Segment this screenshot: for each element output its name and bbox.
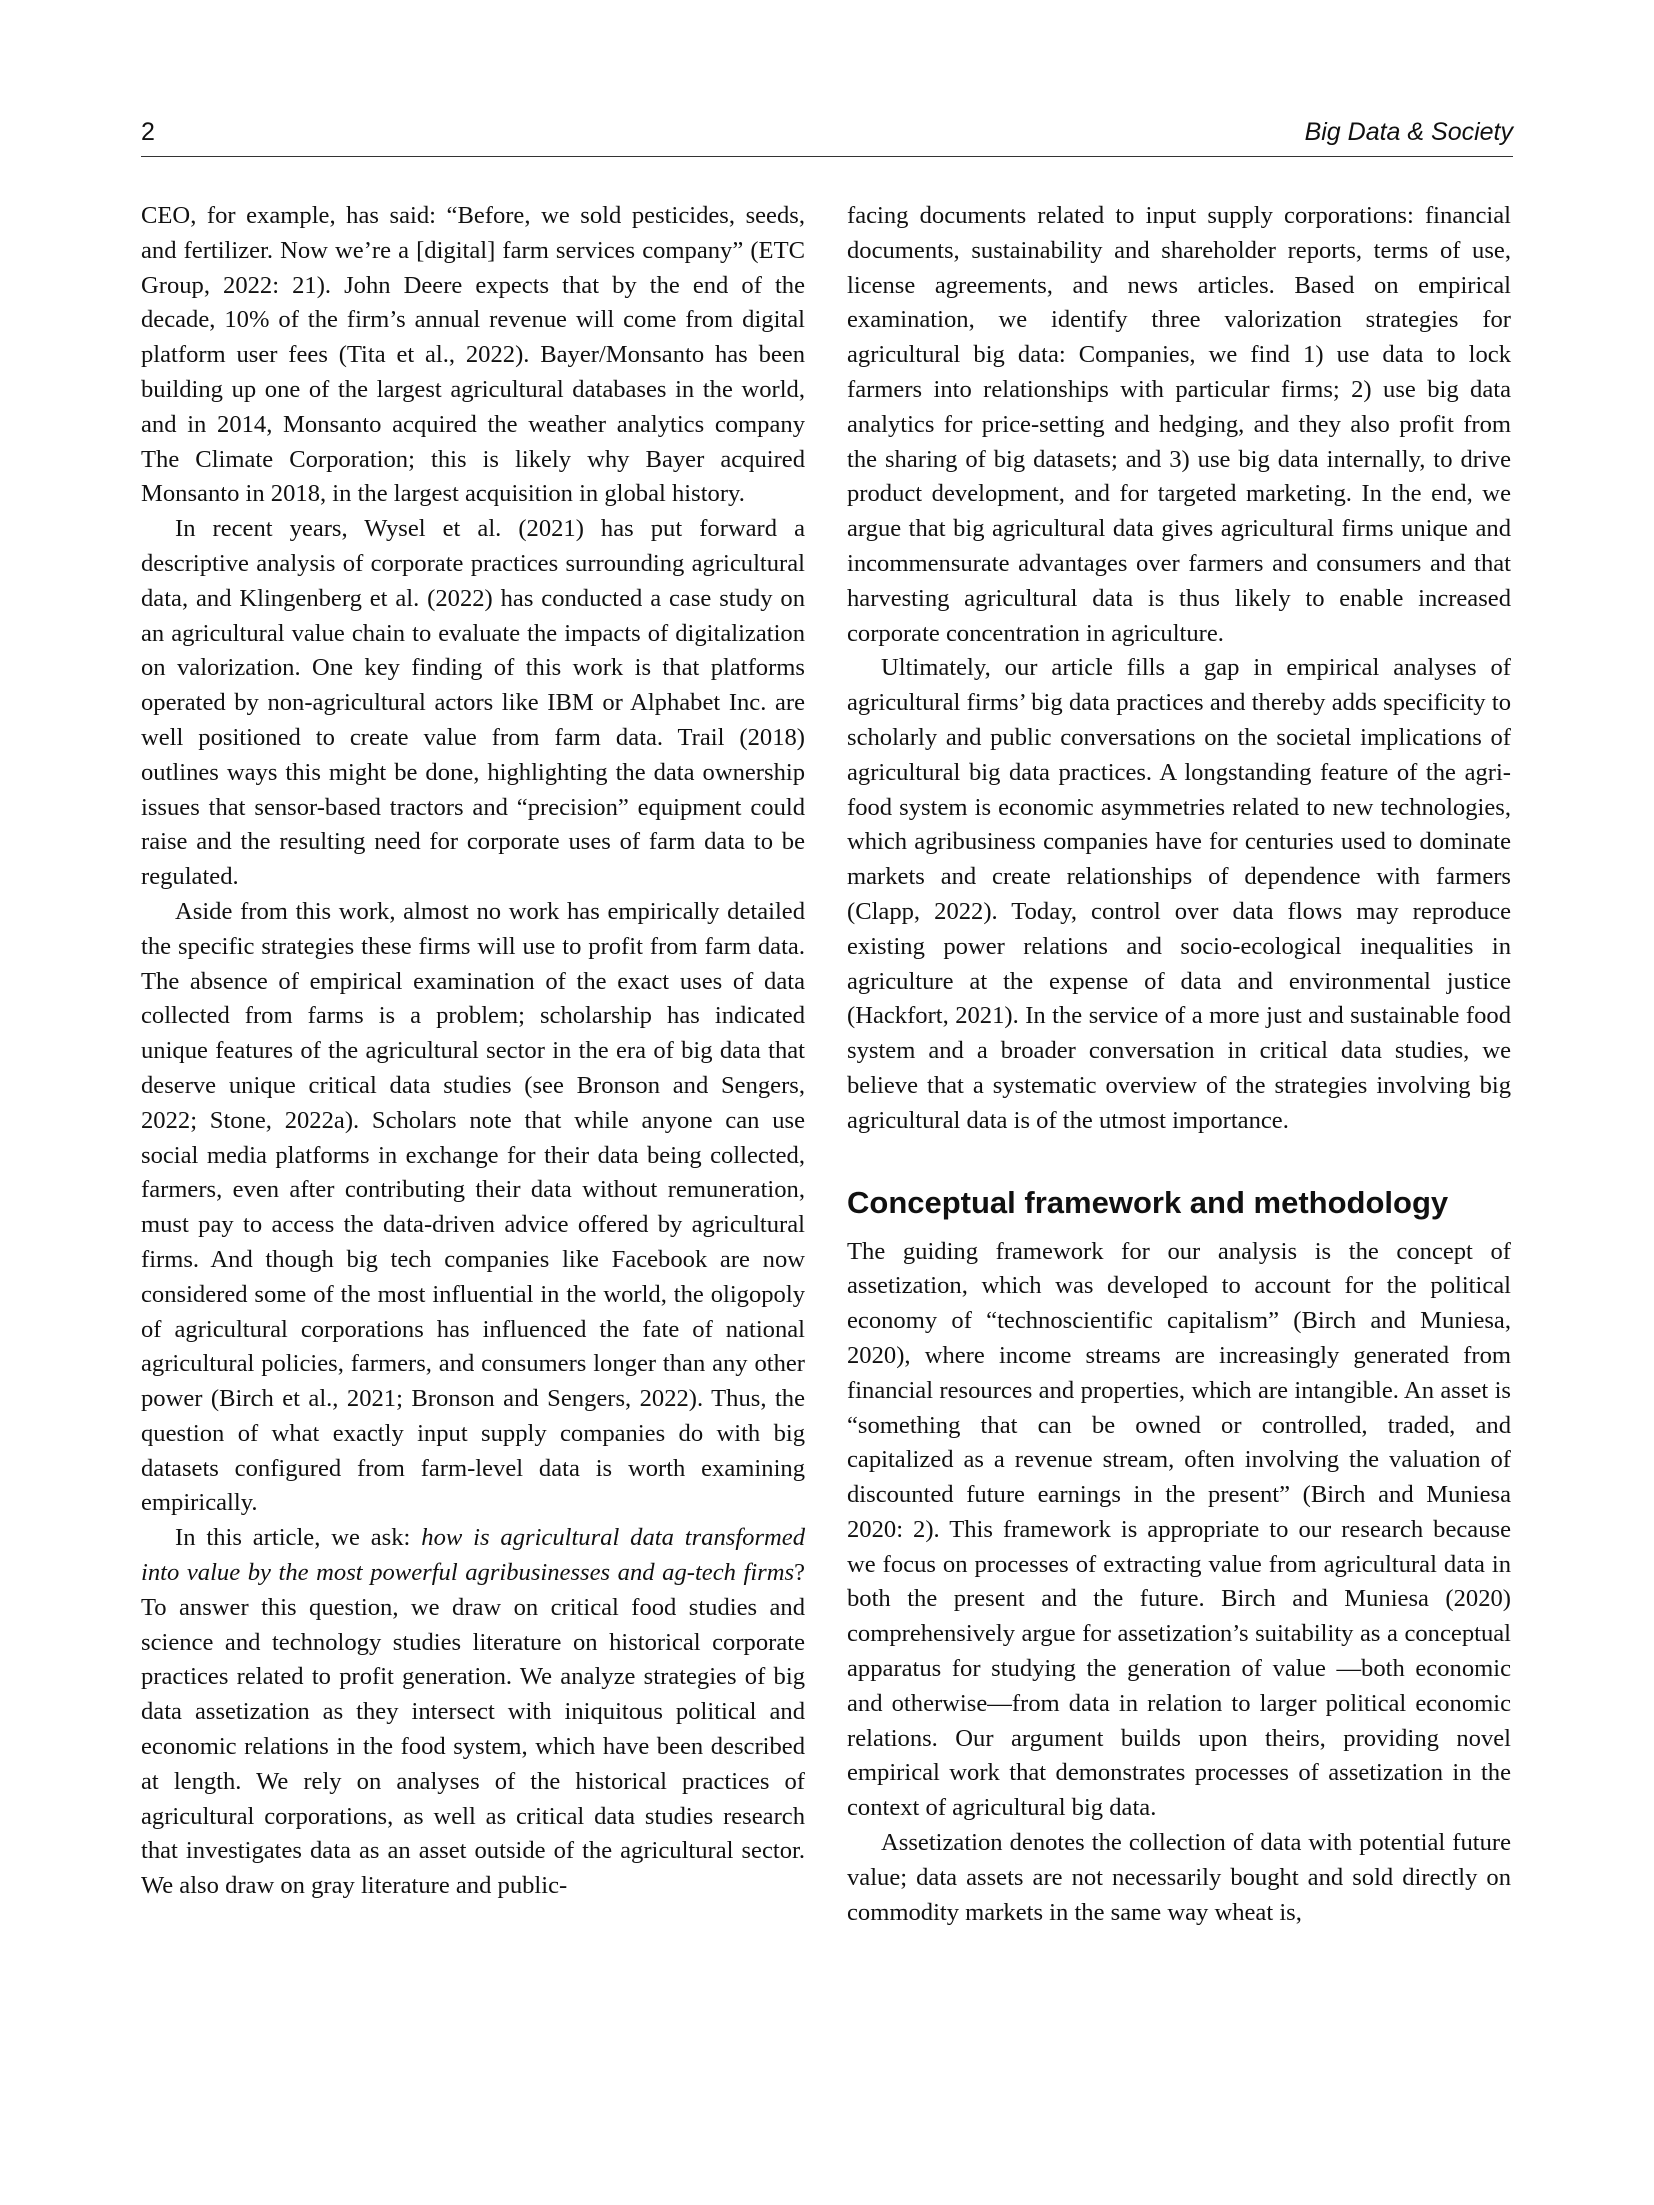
paragraph: CEO, for example, has said: “Before, we sold pesticides, seeds, and fertilizer. Now we’re a [digital] farm services company” (ETC Group, 2022: 21). John Deere expects that by the end of the decade, 10% of the firm’s annual revenue will come from digital platform user fees (Tita et al., 2022). Bayer/Monsanto has been building up one of the largest agricultural databases in the world, and in 2014, Monsanto acquired the weather analytics company The Climate Corporation; this is likely why Bayer acquired Monsanto in 2018, in the largest acquisition in global history.: [141, 202, 805, 508]
section-heading: Conceptual framework and methodology: [847, 1184, 1449, 1220]
paragraph-text: ? To answer this question, we draw on critical food studies and science and technology studies literature on historical corporate practices related to profit generation. We analyze strategies of big data assetization as they intersect with iniquitous political and economic relations in the food system, which have been described at length. We rely on analyses of the historical practices of agricultural corporations, as well as critical data studies research that investigates data as an asset outside of the agricultural sector. We also draw on gray literature and public-: [141, 1559, 805, 1900]
paragraph: In recent years, Wysel et al. (2021) has put forward a descriptive analysis of corporate practices surrounding agricultural data, and Klingenberg et al. (2022) has conducted a case study on an agricultural value chain to evaluate the impacts of digitalization on valorization. One key finding of this work is that platforms operated by non-agricultural actors like IBM or Alphabet Inc. are well positioned to create value from farm data. Trail (2018) outlines ways this might be done, highlighting the data ownership issues that sensor-based tractors and “precision” equipment could raise and the resulting need for corporate uses of farm data to be regulated.: [141, 515, 805, 891]
paragraph: [141, 1521, 805, 1904]
paragraph: Ultimately, our article fills a gap in empirical analyses of agricultural firms’ big data practices and thereby adds specificity to scholarly and public conversations on the societal implications of agricultural big data practices. A longstanding feature of the agri-food system is economic asymmetries related to new technologies, which agribusiness companies have for centuries used to dominate markets and create relationships of dependence with farmers (Clapp, 2022). Today, control over data flows may reproduce existing power relations and socio-ecological inequalities in agriculture at the expense of data and environmental justice (Hackfort, 2021). In the service of a more just and sustainable food system and a broader conversation in critical data studies, we believe that a systematic overview of the strategies involving big agricultural data is of the utmost importance.: [847, 654, 1511, 1134]
paragraph: The guiding framework for our analysis is the concept of assetization, which was developed to account for the political economy of “technoscientific capitalism” (Birch and Muniesa, 2020), where income streams are increasingly generated from financial resources and properties, which are intangible. An asset is “something that can be owned or controlled, traded, and capitalized as a revenue stream, often involving the valuation of discounted future earnings in the present” (Birch and Muniesa 2020: 2). This framework is appropriate to our research because we focus on processes of extracting value from agricultural data in both the present and the future. Birch and Muniesa (2020) comprehensively argue for assetization’s suitability as a conceptual apparatus for studying the generation of value —both economic and otherwise—from data in relation to larger political economic relations. Our argument builds upon theirs, providing novel empirical work that demonstrates processes of assetization in the context of agricultural big data.: [847, 1237, 1511, 1822]
left-column: [141, 199, 805, 1904]
research-question: how is agricultural data transformed into value by the most powerful agribusinesses and ag-tech firms: [141, 1524, 805, 1587]
page-number: 2: [141, 118, 155, 146]
paragraph: Aside from this work, almost no work has empirically detailed the specific strategies these firms will use to profit from farm data. The absence of empirical examination of the exact uses of data collected from farms is a problem; scholarship has indicated unique features of the agricultural sector in the era of big data that deserve unique critical data studies (see Bronson and Sengers, 2022; Stone, 2022a). Scholars note that while anyone can use social media platforms in exchange for their data being collected, farmers, even after contributing their data without remuneration, must pay to access the data-driven advice offered by agricultural firms. And though big tech companies like Facebook are now considered some of the most influential in the world, the oligopoly of agricultural corporations has influenced the fate of national agricultural policies, farmers, and consumers longer than any other power (Birch et al., 2021; Bronson and Sengers, 2022). Thus, the question of what exactly input supply companies do with big datasets configured from farm-level data is worth examining empirically.: [141, 897, 805, 1517]
paragraph: Assetization denotes the collection of data with potential future value; data assets are not necessarily bought and sold directly on commodity markets in the same way wheat is,: [847, 1829, 1511, 1926]
journal-title: Big Data & Society: [1304, 118, 1513, 146]
running-header: [141, 112, 1513, 157]
right-column: [847, 199, 1511, 1930]
paragraph-text: In this article, we ask:: [175, 1524, 422, 1552]
paragraph: facing documents related to input supply corporations: financial documents, sustainability and shareholder reports, terms of use, license agreements, and news articles. Based on empirical examination, we identify three valorization strategies for agricultural big data: Companies, we find 1) use data to lock farmers into relationships with particular firms; 2) use big data analytics for price-setting and hedging, and they also profit from the sharing of big datasets; and 3) use big data internally, to drive product development, and for targeted marketing. In the end, we argue that big agricultural data gives agricultural firms unique and incommensurate advantages over farmers and consumers and that harvesting agricultural data is thus likely to enable increased corporate concentration in agriculture.: [847, 202, 1511, 647]
